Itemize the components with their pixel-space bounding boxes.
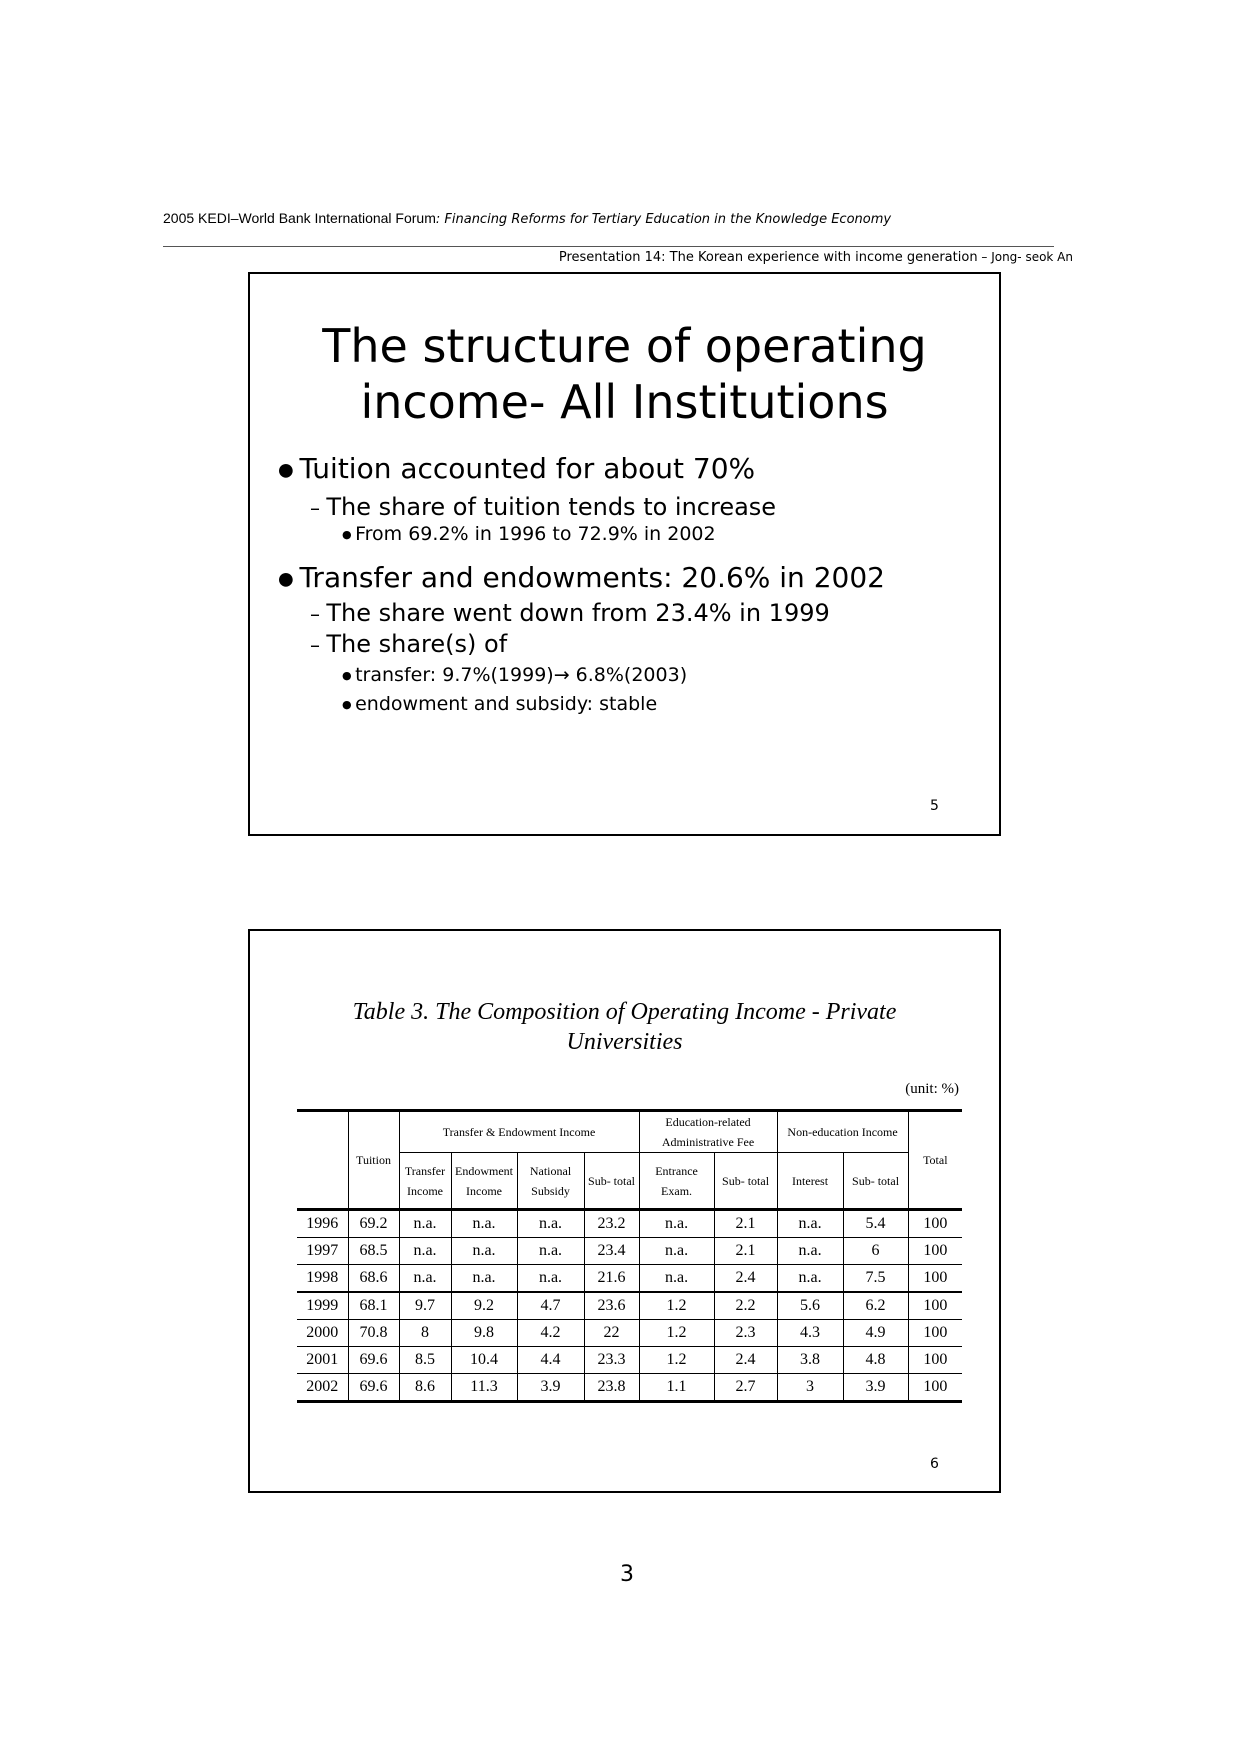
year-cell: 1996 <box>297 1210 348 1238</box>
bullet-text: Tuition accounted for about 70% <box>299 452 756 485</box>
edu-group-header: Education-related Administrative Fee <box>639 1111 777 1153</box>
title-line: The structure of operating <box>322 319 927 373</box>
value-cell: 5.4 <box>843 1210 908 1238</box>
unit-label: (unit: %) <box>905 1081 959 1097</box>
bullet-item <box>342 523 716 545</box>
table-row <box>297 1320 962 1347</box>
value-cell: 2.7 <box>714 1374 777 1402</box>
year-cell: 1997 <box>297 1238 348 1265</box>
value-cell: n.a. <box>639 1210 714 1238</box>
value-cell: 68.1 <box>348 1292 399 1320</box>
value-cell: 7.5 <box>843 1265 908 1293</box>
author: – Jong- seok An <box>977 250 1073 264</box>
bullet-icon: ● <box>278 459 300 481</box>
value-cell: 6 <box>843 1238 908 1265</box>
bullet-text: The share(s) of <box>326 630 508 658</box>
value-cell: 3.8 <box>777 1347 843 1374</box>
value-cell: 11.3 <box>451 1374 517 1402</box>
value-cell: 4.3 <box>777 1320 843 1347</box>
table-row <box>297 1374 962 1402</box>
table-row <box>297 1347 962 1374</box>
value-cell: n.a. <box>517 1265 584 1293</box>
value-cell: 9.7 <box>399 1292 451 1320</box>
bullet-item <box>342 664 687 686</box>
bullet-item <box>342 693 657 715</box>
dash-icon: – <box>310 633 327 657</box>
value-cell: 6.2 <box>843 1292 908 1320</box>
bullet-item <box>278 452 755 485</box>
table-row <box>297 1265 962 1293</box>
income-table <box>297 1109 962 1403</box>
value-cell: 23.4 <box>584 1238 639 1265</box>
bullet-icon: ● <box>342 528 356 541</box>
slide-number: 6 <box>930 1456 939 1472</box>
nonedu-group-header: Non-education Income <box>777 1111 908 1153</box>
value-cell: 68.5 <box>348 1238 399 1265</box>
value-cell: 100 <box>908 1347 962 1374</box>
value-cell: 8.5 <box>399 1347 451 1374</box>
value-cell: 21.6 <box>584 1265 639 1293</box>
column-header: Sub- total <box>714 1153 777 1210</box>
value-cell: 8.6 <box>399 1374 451 1402</box>
dash-icon: – <box>310 602 327 626</box>
bullet-item <box>310 599 830 627</box>
presentation-title: Presentation 14: The Korean experience with income generation <box>558 250 978 265</box>
value-cell: 70.8 <box>348 1320 399 1347</box>
value-cell: n.a. <box>517 1210 584 1238</box>
value-cell: 4.8 <box>843 1347 908 1374</box>
value-cell: 23.8 <box>584 1374 639 1402</box>
dash-icon: – <box>310 496 327 520</box>
table-title <box>250 997 999 1057</box>
value-cell: 9.8 <box>451 1320 517 1347</box>
page-number: 3 <box>620 1562 634 1587</box>
bullet-text: endowment and subsidy: stable <box>355 693 658 715</box>
bullet-text: The share went down from 23.4% in 1999 <box>326 599 830 627</box>
forum-name: 2005 KEDI–World Bank International Forum <box>163 210 436 226</box>
value-cell: n.a. <box>777 1210 843 1238</box>
title-line: Universities <box>566 1029 683 1055</box>
year-cell: 2001 <box>297 1347 348 1374</box>
value-cell: 4.2 <box>517 1320 584 1347</box>
bullet-text: From 69.2% in 1996 to 72.9% in 2002 <box>355 523 716 545</box>
column-header: Transfer Income <box>399 1153 451 1210</box>
value-cell: 100 <box>908 1292 962 1320</box>
value-cell: 2.1 <box>714 1210 777 1238</box>
value-cell: 100 <box>908 1265 962 1293</box>
bullet-icon: ● <box>342 669 356 682</box>
table-row <box>297 1238 962 1265</box>
value-cell: 1.2 <box>639 1347 714 1374</box>
value-cell: 69.6 <box>348 1347 399 1374</box>
value-cell: n.a. <box>639 1238 714 1265</box>
total-header: Total <box>908 1111 962 1210</box>
value-cell: 2.2 <box>714 1292 777 1320</box>
bullet-text: transfer: 9.7%(1999)→ 6.8%(2003) <box>355 664 688 686</box>
value-cell: 100 <box>908 1374 962 1402</box>
column-header: Endowment Income <box>451 1153 517 1210</box>
value-cell: 100 <box>908 1210 962 1238</box>
title-line: Table 3. The Composition of Operating Income - Private <box>352 999 897 1025</box>
slide-title <box>250 318 999 430</box>
value-cell: 8 <box>399 1320 451 1347</box>
value-cell: 69.6 <box>348 1374 399 1402</box>
value-cell: 68.6 <box>348 1265 399 1293</box>
value-cell: n.a. <box>451 1238 517 1265</box>
bullet-item <box>278 561 885 594</box>
value-cell: 4.4 <box>517 1347 584 1374</box>
presentation-line <box>559 250 1073 265</box>
value-cell: 69.2 <box>348 1210 399 1238</box>
value-cell: 23.2 <box>584 1210 639 1238</box>
value-cell: 100 <box>908 1320 962 1347</box>
value-cell: 23.6 <box>584 1292 639 1320</box>
value-cell: 4.9 <box>843 1320 908 1347</box>
value-cell: n.a. <box>777 1238 843 1265</box>
header-rule <box>163 246 1054 247</box>
value-cell: 3 <box>777 1374 843 1402</box>
table-row <box>297 1292 962 1320</box>
value-cell: 9.2 <box>451 1292 517 1320</box>
value-cell: n.a. <box>451 1210 517 1238</box>
value-cell: n.a. <box>399 1265 451 1293</box>
value-cell: 5.6 <box>777 1292 843 1320</box>
bullet-icon: ● <box>342 698 356 711</box>
column-header: Entrance Exam. <box>639 1153 714 1210</box>
tuition-header: Tuition <box>348 1111 399 1210</box>
slide-6 <box>248 929 1001 1493</box>
title-line: income- All Institutions <box>360 375 889 429</box>
transfer-group-header: Transfer & Endowment Income <box>399 1111 639 1153</box>
bullet-icon: ● <box>278 568 300 590</box>
forum-subtitle: : Financing Reforms for Tertiary Education in the Knowledge Economy <box>435 212 892 227</box>
value-cell: 1.1 <box>639 1374 714 1402</box>
value-cell: 22 <box>584 1320 639 1347</box>
value-cell: n.a. <box>777 1265 843 1293</box>
value-cell: 3.9 <box>517 1374 584 1402</box>
column-header: Interest <box>777 1153 843 1210</box>
value-cell: 3.9 <box>843 1374 908 1402</box>
year-cell: 2002 <box>297 1374 348 1402</box>
value-cell: 100 <box>908 1238 962 1265</box>
slide-5 <box>248 272 1001 836</box>
table-row <box>297 1210 962 1238</box>
year-cell: 1999 <box>297 1292 348 1320</box>
column-header: Sub- total <box>843 1153 908 1210</box>
value-cell: 4.7 <box>517 1292 584 1320</box>
bullet-text: Transfer and endowments: 20.6% in 2002 <box>299 561 885 594</box>
running-header <box>163 210 891 227</box>
value-cell: n.a. <box>517 1238 584 1265</box>
year-cell: 2000 <box>297 1320 348 1347</box>
value-cell: 1.2 <box>639 1292 714 1320</box>
value-cell: 2.4 <box>714 1265 777 1293</box>
value-cell: n.a. <box>399 1238 451 1265</box>
bullet-item <box>310 493 776 521</box>
value-cell: 1.2 <box>639 1320 714 1347</box>
value-cell: 2.1 <box>714 1238 777 1265</box>
value-cell: 10.4 <box>451 1347 517 1374</box>
column-header: National Subsidy <box>517 1153 584 1210</box>
value-cell: n.a. <box>399 1210 451 1238</box>
slide-number: 5 <box>930 798 939 814</box>
value-cell: 23.3 <box>584 1347 639 1374</box>
value-cell: 2.3 <box>714 1320 777 1347</box>
value-cell: 2.4 <box>714 1347 777 1374</box>
year-header <box>297 1111 348 1210</box>
year-cell: 1998 <box>297 1265 348 1293</box>
value-cell: n.a. <box>639 1265 714 1293</box>
bullet-text: The share of tuition tends to increase <box>326 493 777 521</box>
value-cell: n.a. <box>451 1265 517 1293</box>
column-header: Sub- total <box>584 1153 639 1210</box>
bullet-item <box>310 630 507 658</box>
